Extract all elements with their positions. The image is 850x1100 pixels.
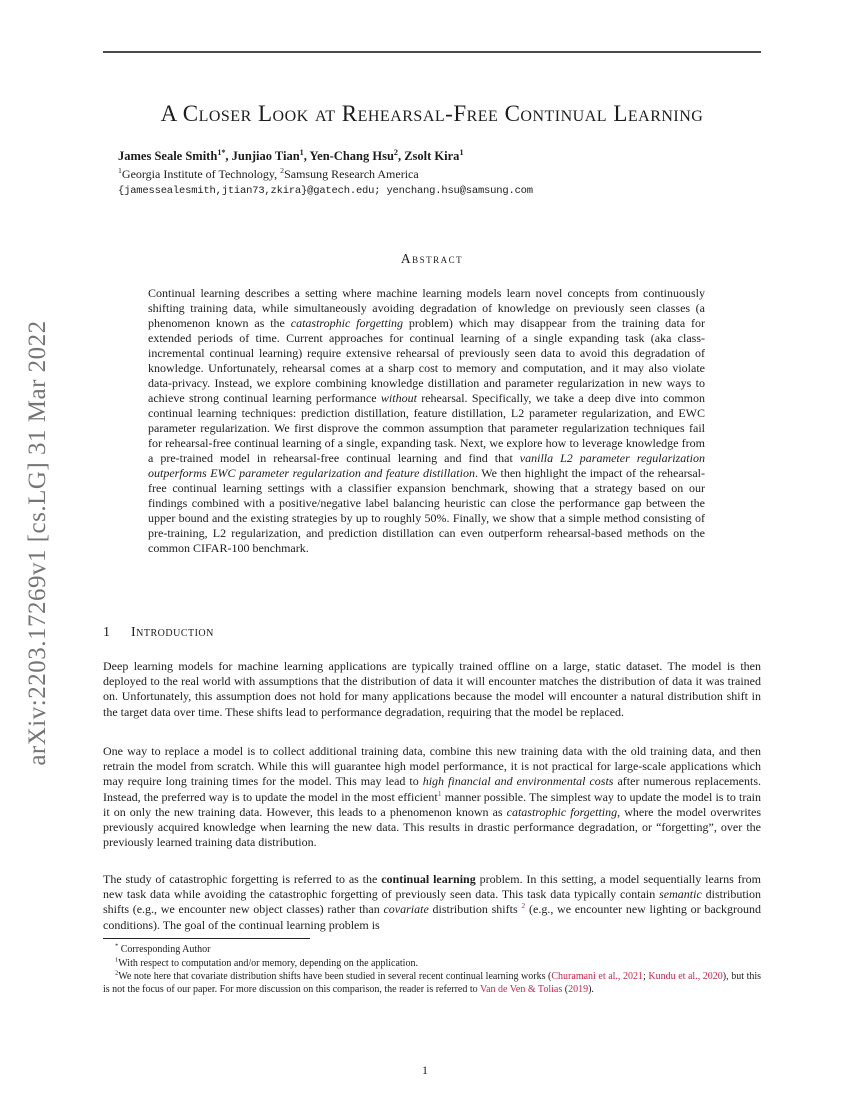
text-run: . We then highlight the impact of the rehearsal-free continual learning settings with a classifier expansion benchmark, showing that a strategy based on our findings combined with a positive/negative label balancing heuristic can close the performance gap between the upper bound and the existing strategies by up to roughly 50%. Finally, we show that a simple method consisting of pre-training, L2 regularization, and prediction distillation can even outperform rehearsal-based methods on the common CIFAR-100 benchmark.	[148, 466, 705, 555]
author-affiliation-marker: 1*	[217, 147, 226, 157]
intro-paragraph-3	[103, 872, 761, 933]
text-run: (	[562, 983, 569, 995]
text-run: Continual learning describes a setting where machine learning models learn novel concepts from continuously shifting training data, while simultaneously avoiding degradation of knowledge on previously seen classes (a phenomenon known as the	[148, 286, 705, 330]
text-run: (e.g., we encounter new lighting or background conditions). The goal of the continual learning problem is	[103, 902, 761, 932]
footnotes-block	[103, 944, 761, 997]
footnote-marker-2[interactable]: 2	[521, 901, 526, 911]
affiliations-line	[118, 167, 761, 182]
footnote-marker-1[interactable]: 1	[437, 788, 442, 798]
citation-link[interactable]: Kundu et al., 2020	[648, 971, 723, 983]
footnote-2	[103, 971, 761, 996]
text-run: semantic	[659, 887, 702, 902]
text-run: James Seale Smith	[118, 149, 218, 163]
emails-line: {jamessealesmith,jtian73,zkira}@gatech.edu; yenchang.hsu@samsung.com	[118, 185, 533, 197]
author-affiliation-marker: 2	[393, 147, 398, 157]
text-run: With respect to computation and/or memory, depending on the application.	[118, 957, 418, 969]
text-run: catastrophic forgetting	[506, 804, 618, 819]
abstract-text	[148, 286, 705, 556]
author-affiliation-marker: 1	[459, 147, 464, 157]
footnote-star	[103, 944, 761, 957]
text-run: distribution shifts	[428, 902, 522, 917]
text-run: high financial and environmental costs	[422, 774, 614, 789]
text-run: The study of catastrophic forgetting is referred to as the	[103, 872, 382, 886]
footnote-symbol: *	[115, 942, 119, 950]
text-run: , Yen-Chang Hsu	[303, 149, 394, 163]
text-run: Corresponding Author	[118, 944, 211, 955]
text-run: We note here that covariate distribution shifts have been studied in several recent continual learning works (	[118, 971, 552, 983]
text-run: Samsung Research America	[284, 167, 419, 181]
text-run: continual learning	[381, 872, 476, 886]
text-run: problem) which may disappear from the training data for extended periods of time. Current approaches for continual learning of a single expanding task (aka class-incremental continual learning) require extensive rehearsal of previously seen data to avoid this degradation of knowledge. Unfortunately, rehearsal comes at a sharp cost to memory and computation, and it may also violate data-privacy. Instead, we explore combining knowledge distillation and parameter regularization in new ways to achieve strong continual learning performance	[148, 316, 706, 405]
footnote-symbol: 2	[115, 969, 119, 977]
section-number: 1	[103, 625, 110, 640]
header-rule	[103, 51, 761, 53]
author-affiliation-marker: 1	[299, 147, 304, 157]
affiliation-marker: 1	[118, 166, 122, 175]
intro-paragraph-1: Deep learning models for machine learning applications are typically trained offline on a large, static dataset. The model is then deployed to the real world with assumptions that the distribution of data it will encounter matches the distribution of data it was trained on. Unfortunately, this assumption does not hold for many applications because the model will encounter a natural distribution shift in the target data over time. These shifts lead to performance degradation, requiring that the model be replaced.	[103, 659, 761, 719]
text-run: vanilla L2 parameter regularization outperforms EWC parameter regularization and feature distillation	[148, 451, 705, 480]
text-run: One way to replace a model is to collect additional training data, combine this new training data with the old training data, and then retrain the model from scratch. While this will guarantee high model performance, it is not practical for large-scale applications which may require long training times for the model. This may lead to	[103, 744, 761, 789]
page-number: 1	[422, 1063, 428, 1077]
text-run: Georgia Institute of Technology,	[121, 167, 281, 181]
citation-link[interactable]: 2019	[568, 983, 589, 995]
section-heading-introduction	[103, 625, 761, 641]
text-run: after numerous replacements. Instead, the preferred way is to update the model in the most efficient	[103, 774, 762, 804]
text-run: ), but this is not the focus of our paper. For more discussion on this comparison, the reader is referred to	[103, 971, 762, 995]
affiliation-marker: 2	[280, 166, 285, 175]
arxiv-watermark: arXiv:2203.17269v1 [cs.LG] 31 Mar 2022	[24, 320, 51, 766]
text-run: ).	[588, 983, 594, 995]
footnote-symbol: 1	[115, 956, 119, 964]
text-run: without	[380, 391, 417, 405]
abstract-heading: Abstract	[400, 251, 464, 266]
authors-line	[118, 149, 761, 164]
text-run: , where the model overwrites previously acquired knowledge when learning the new data. This results in drastic performance degradation, or “forgetting”, over the previously learned training data distribution.	[103, 804, 761, 850]
citation-link[interactable]: Van de Ven & Tolias	[479, 983, 563, 995]
section-title: Introduction	[131, 625, 214, 640]
text-run: ;	[643, 971, 649, 983]
text-run: problem. In this setting, a model sequentially learns from new task data while avoiding the catastrophic forgetting of previously seen data. This task data typically contain	[103, 872, 761, 902]
text-run: catastrophic forgetting	[290, 316, 404, 330]
text-run: , Zsolt Kira	[397, 149, 460, 163]
text-run: , Junjiao Tian	[225, 149, 300, 163]
citation-link[interactable]: Churamani et al., 2021	[551, 971, 644, 983]
paper-title: A Closer Look at Rehearsal-Free Continual Learning	[160, 101, 704, 126]
text-run: distribution shifts (e.g., we encounter new object classes) rather than	[103, 887, 761, 917]
text-run: rehearsal. Specifically, we take a deep dive into common continual learning techniques: prediction distillation, feature distillation, L2 parameter regularization, and EWC parameter regularization. We first disprove the common assumption that parameter regularization techniques fail for rehearsal-free continual learning of a single, expanding task. Next, we explore how to leverage knowledge from a pre-trained model in rehearsal-free continual learning and find that	[148, 391, 705, 465]
footnote-1	[103, 958, 761, 971]
text-run: covariate	[383, 902, 429, 917]
text-run: manner possible. The simplest way to update the model is to train it on only the new training data. However, this leads to a phenomenon known as	[103, 789, 761, 819]
footnote-rule	[103, 938, 310, 939]
intro-paragraph-2	[103, 744, 761, 850]
